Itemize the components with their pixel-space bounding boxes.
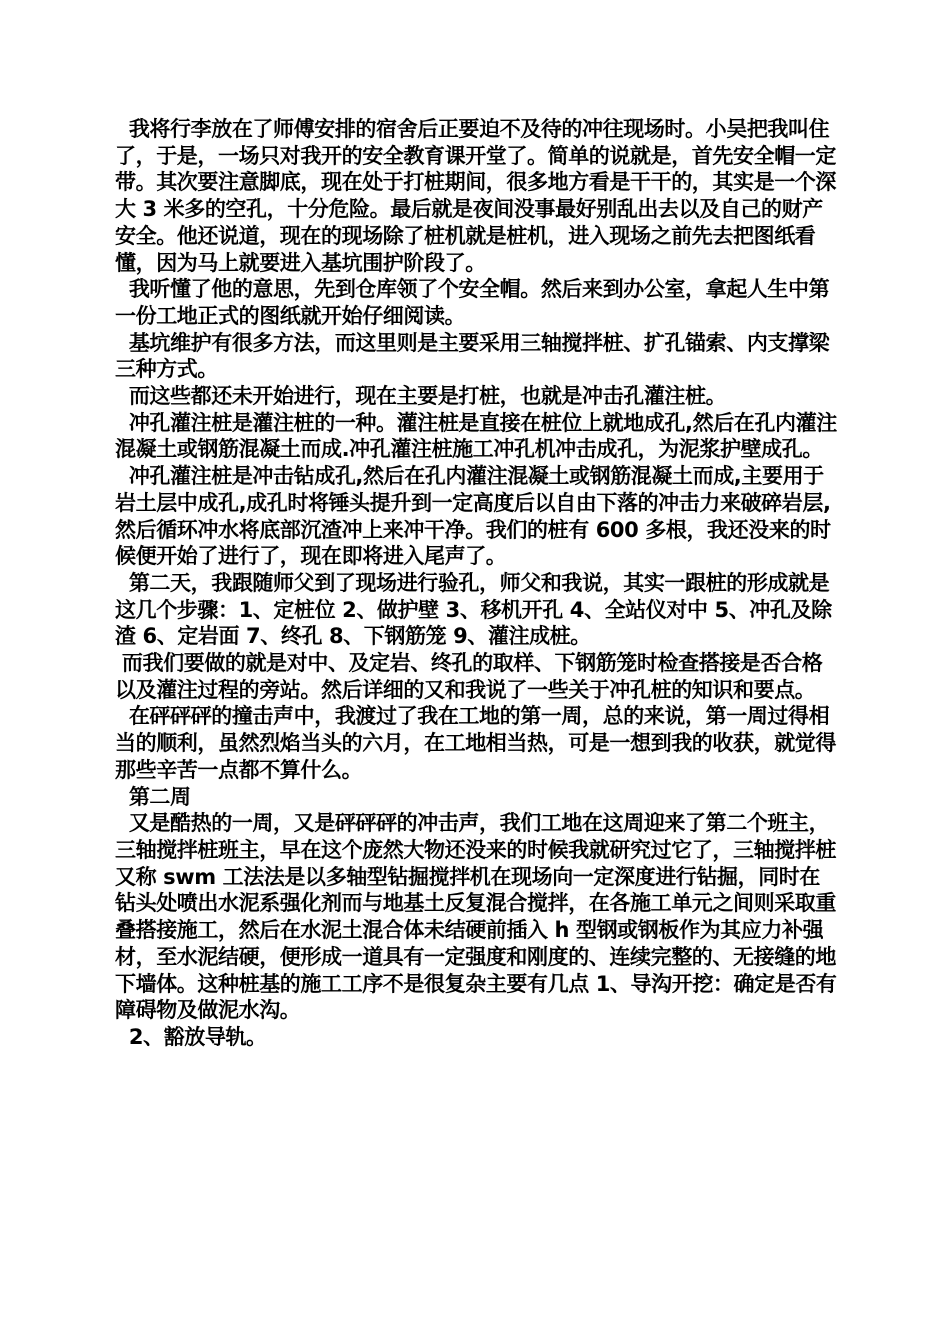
paragraph-reading-drawings: 我听懂了他的意思，先到仓库领了个安全帽。然后来到办公室，拿起人生中第一份工地正式的图纸就开始仔细阅读。 <box>115 277 830 328</box>
paragraph-day-two-steps: 第二天，我跟随师父到了现场进行验孔，师父和我说，其实一跟桩的形成就是这几个步骤：1、定桩位 2、做护壁 3、移机开孔 4、全站仪对中 5、冲孔及除渣 6、定岩面 7、终孔 8、下钢筋笼 9、灌注成桩。 <box>115 570 832 649</box>
paragraph-percussion-pile-process: 冲孔灌注桩是冲击钻成孔,然后在孔内灌注混凝土或钢筋混凝土而成,主要用于岩土层中成孔,成孔时将锤头提升到一定高度后以自由下落的冲击力来破碎岩层,然后循环冲水将底部沉渣冲上来冲干净。我们的桩有 600 多根，我还没来的时候便开始了进行了，现在即将进入尾声了。 <box>115 464 831 569</box>
document-body <box>115 116 837 1051</box>
section-heading-week-two: 第二周 <box>115 784 191 809</box>
paragraph-smw-mixing-pile: 又是酷热的一周，又是砰砰砰的冲击声，我们工地在这周迎来了第二个班主，三轴搅拌桩班主，早在这个庞然大物还没来的时候我就研究过它了，三轴搅拌桩又称 swm 工法法是以多轴型钻掘搅拌机在现场向一定深度进行钻掘，同时在钻头处喷出水泥系强化剂而与地基土反复混合搅拌，在各施工单元之间则采取重叠搭接施工，然后在水泥土混合体未结硬前插入 h 型钢或钢板作为其应力补强材，至水泥结硬，便形成一道具有一定强度和刚度的、连续完整的、无接缝的地下墙体。这种桩基的施工工序不是很复杂主要有几点 1、导沟开挖：确定是否有障碍物及做泥水沟。 <box>115 811 837 1023</box>
paragraph-current-piling: 而这些都还未开始进行，现在主要是打桩，也就是冲击孔灌注桩。 <box>115 384 727 409</box>
paragraph-pit-support-methods: 基坑维护有很多方法，而这里则是主要采用三轴搅拌桩、扩孔锚索、内支撑梁三种方式。 <box>115 330 830 382</box>
paragraph-our-tasks: 而我们要做的就是对中、及定岩、终孔的取样、下钢筋笼时检查搭接是否合格以及灌注过程的旁站。然后详细的又和我说了一些关于冲孔桩的知识和要点。 <box>115 651 823 702</box>
paragraph-step-two-guide-rail: 2、豁放导轨。 <box>115 1024 267 1049</box>
paragraph-first-week-summary: 在砰砰砰的撞击声中，我渡过了我在工地的第一周，总的来说，第一周过得相当的顺利，虽然烈焰当头的六月，在工地相当热，可是一想到我的收获，就觉得那些辛苦一点都不算什么。 <box>115 704 836 782</box>
paragraph-bored-pile-definition: 冲孔灌注桩是灌注桩的一种。灌注桩是直接在桩位上就地成孔,然后在孔内灌注混凝土或钢筋混凝土而成.冲孔灌注桩施工冲孔机冲击成孔，为泥浆护壁成孔。 <box>115 410 837 462</box>
paragraph-arrival-safety-briefing: 我将行李放在了师傅安排的宿舍后正要迫不及待的冲往现场时。小吴把我叫住了，于是，一场只对我开的安全教育课开堂了。简单的说就是，首先安全帽一定带。其次要注意脚底，现在处于打桩期间，很多地方看是干干的，其实是一个深大 3 米多的空孔，十分危险。最后就是夜间没事最好别乱出去以及自己的财产安全。他还说道，现在的现场除了桩机就是桩机，进入现场之前先去把图纸看懂，因为马上就要进入基坑围护阶段了。 <box>115 117 836 275</box>
